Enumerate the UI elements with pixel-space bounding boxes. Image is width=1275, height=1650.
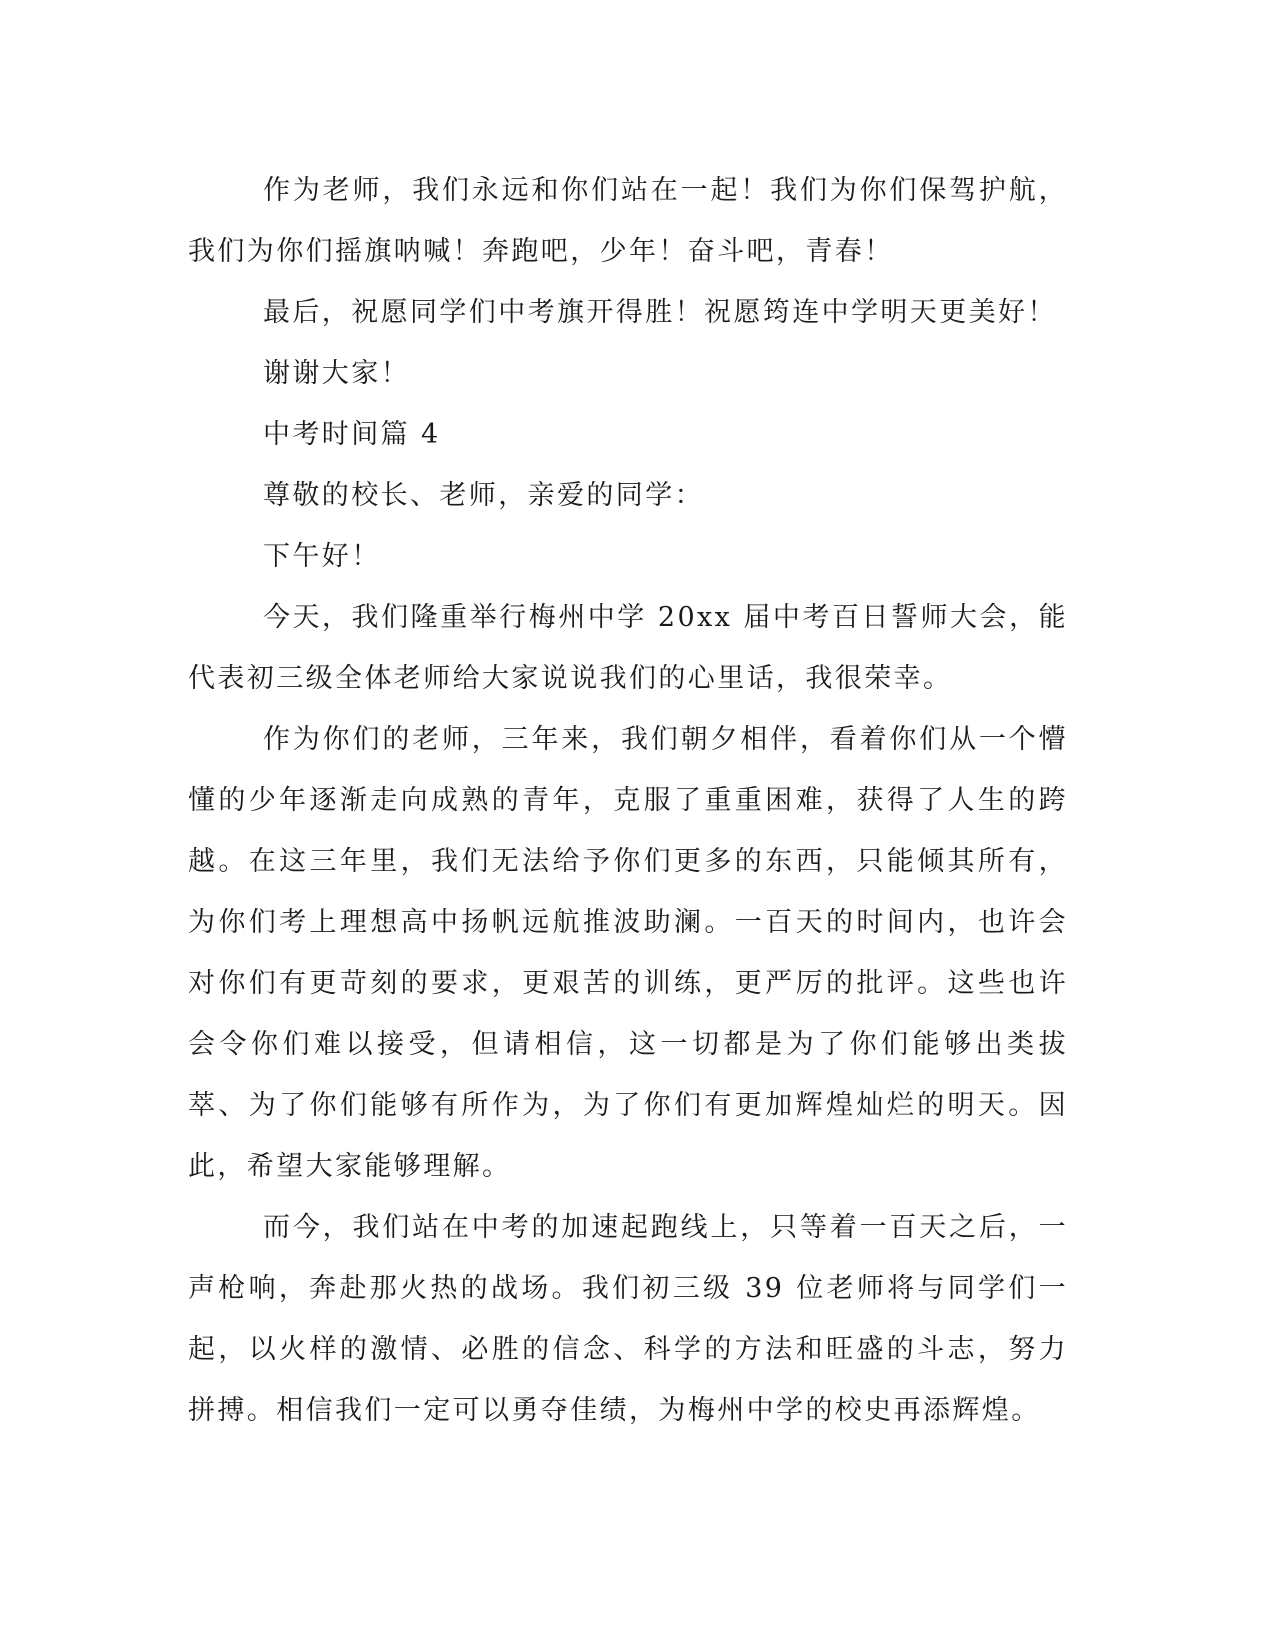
paragraph-closing-wish: 最后，祝愿同学们中考旗开得胜！祝愿筠连中学明天更美好！ [263,297,1057,328]
paragraph-greeting: 下午好！ [263,541,381,572]
paragraph-salutation: 尊敬的校长、老师，亲爱的同学： [263,480,704,511]
paragraph-thanks: 谢谢大家！ [263,358,410,389]
paragraph-starting-line: 而今，我们站在中考的加速起跑线上，只等着一百天之后，一声枪响，奔赴那火热的战场。我们初三级 39 位老师将与同学们一起，以火样的激情、必胜的信念、科学的方法和旺盛的斗志，努力拼搏。相信我们一定可以勇夺佳绩，为梅州中学的校史再添辉煌。 [188,1212,1068,1426]
paragraph-opening: 今天，我们隆重举行梅州中学 20xx 届中考百日誓师大会，能代表初三级全体老师给大家说说我们的心里话，我很荣幸。 [188,602,1068,694]
document-body [188,160,1068,1441]
paragraph-teacher-support: 作为老师，我们永远和你们站在一起！我们为你们保驾护航，我们为你们摇旗呐喊！奔跑吧，少年！奋斗吧，青春！ [188,175,1068,267]
paragraph-three-years: 作为你们的老师，三年来，我们朝夕相伴，看着你们从一个懵懂的少年逐渐走向成熟的青年，克服了重重困难，获得了人生的跨越。在这三年里，我们无法给予你们更多的东西，只能倾其所有，为你们考上理想高中扬帆远航推波助澜。一百天的时间内，也许会对你们有更苛刻的要求，更艰苦的训练，更严厉的批评。这些也许会令你们难以接受，但请相信，这一切都是为了你们能够出类拔萃、为了你们能够有所作为，为了你们有更加辉煌灿烂的明天。因此，希望大家能够理解。 [188,724,1068,1182]
section-heading: 中考时间篇 4 [263,419,441,450]
